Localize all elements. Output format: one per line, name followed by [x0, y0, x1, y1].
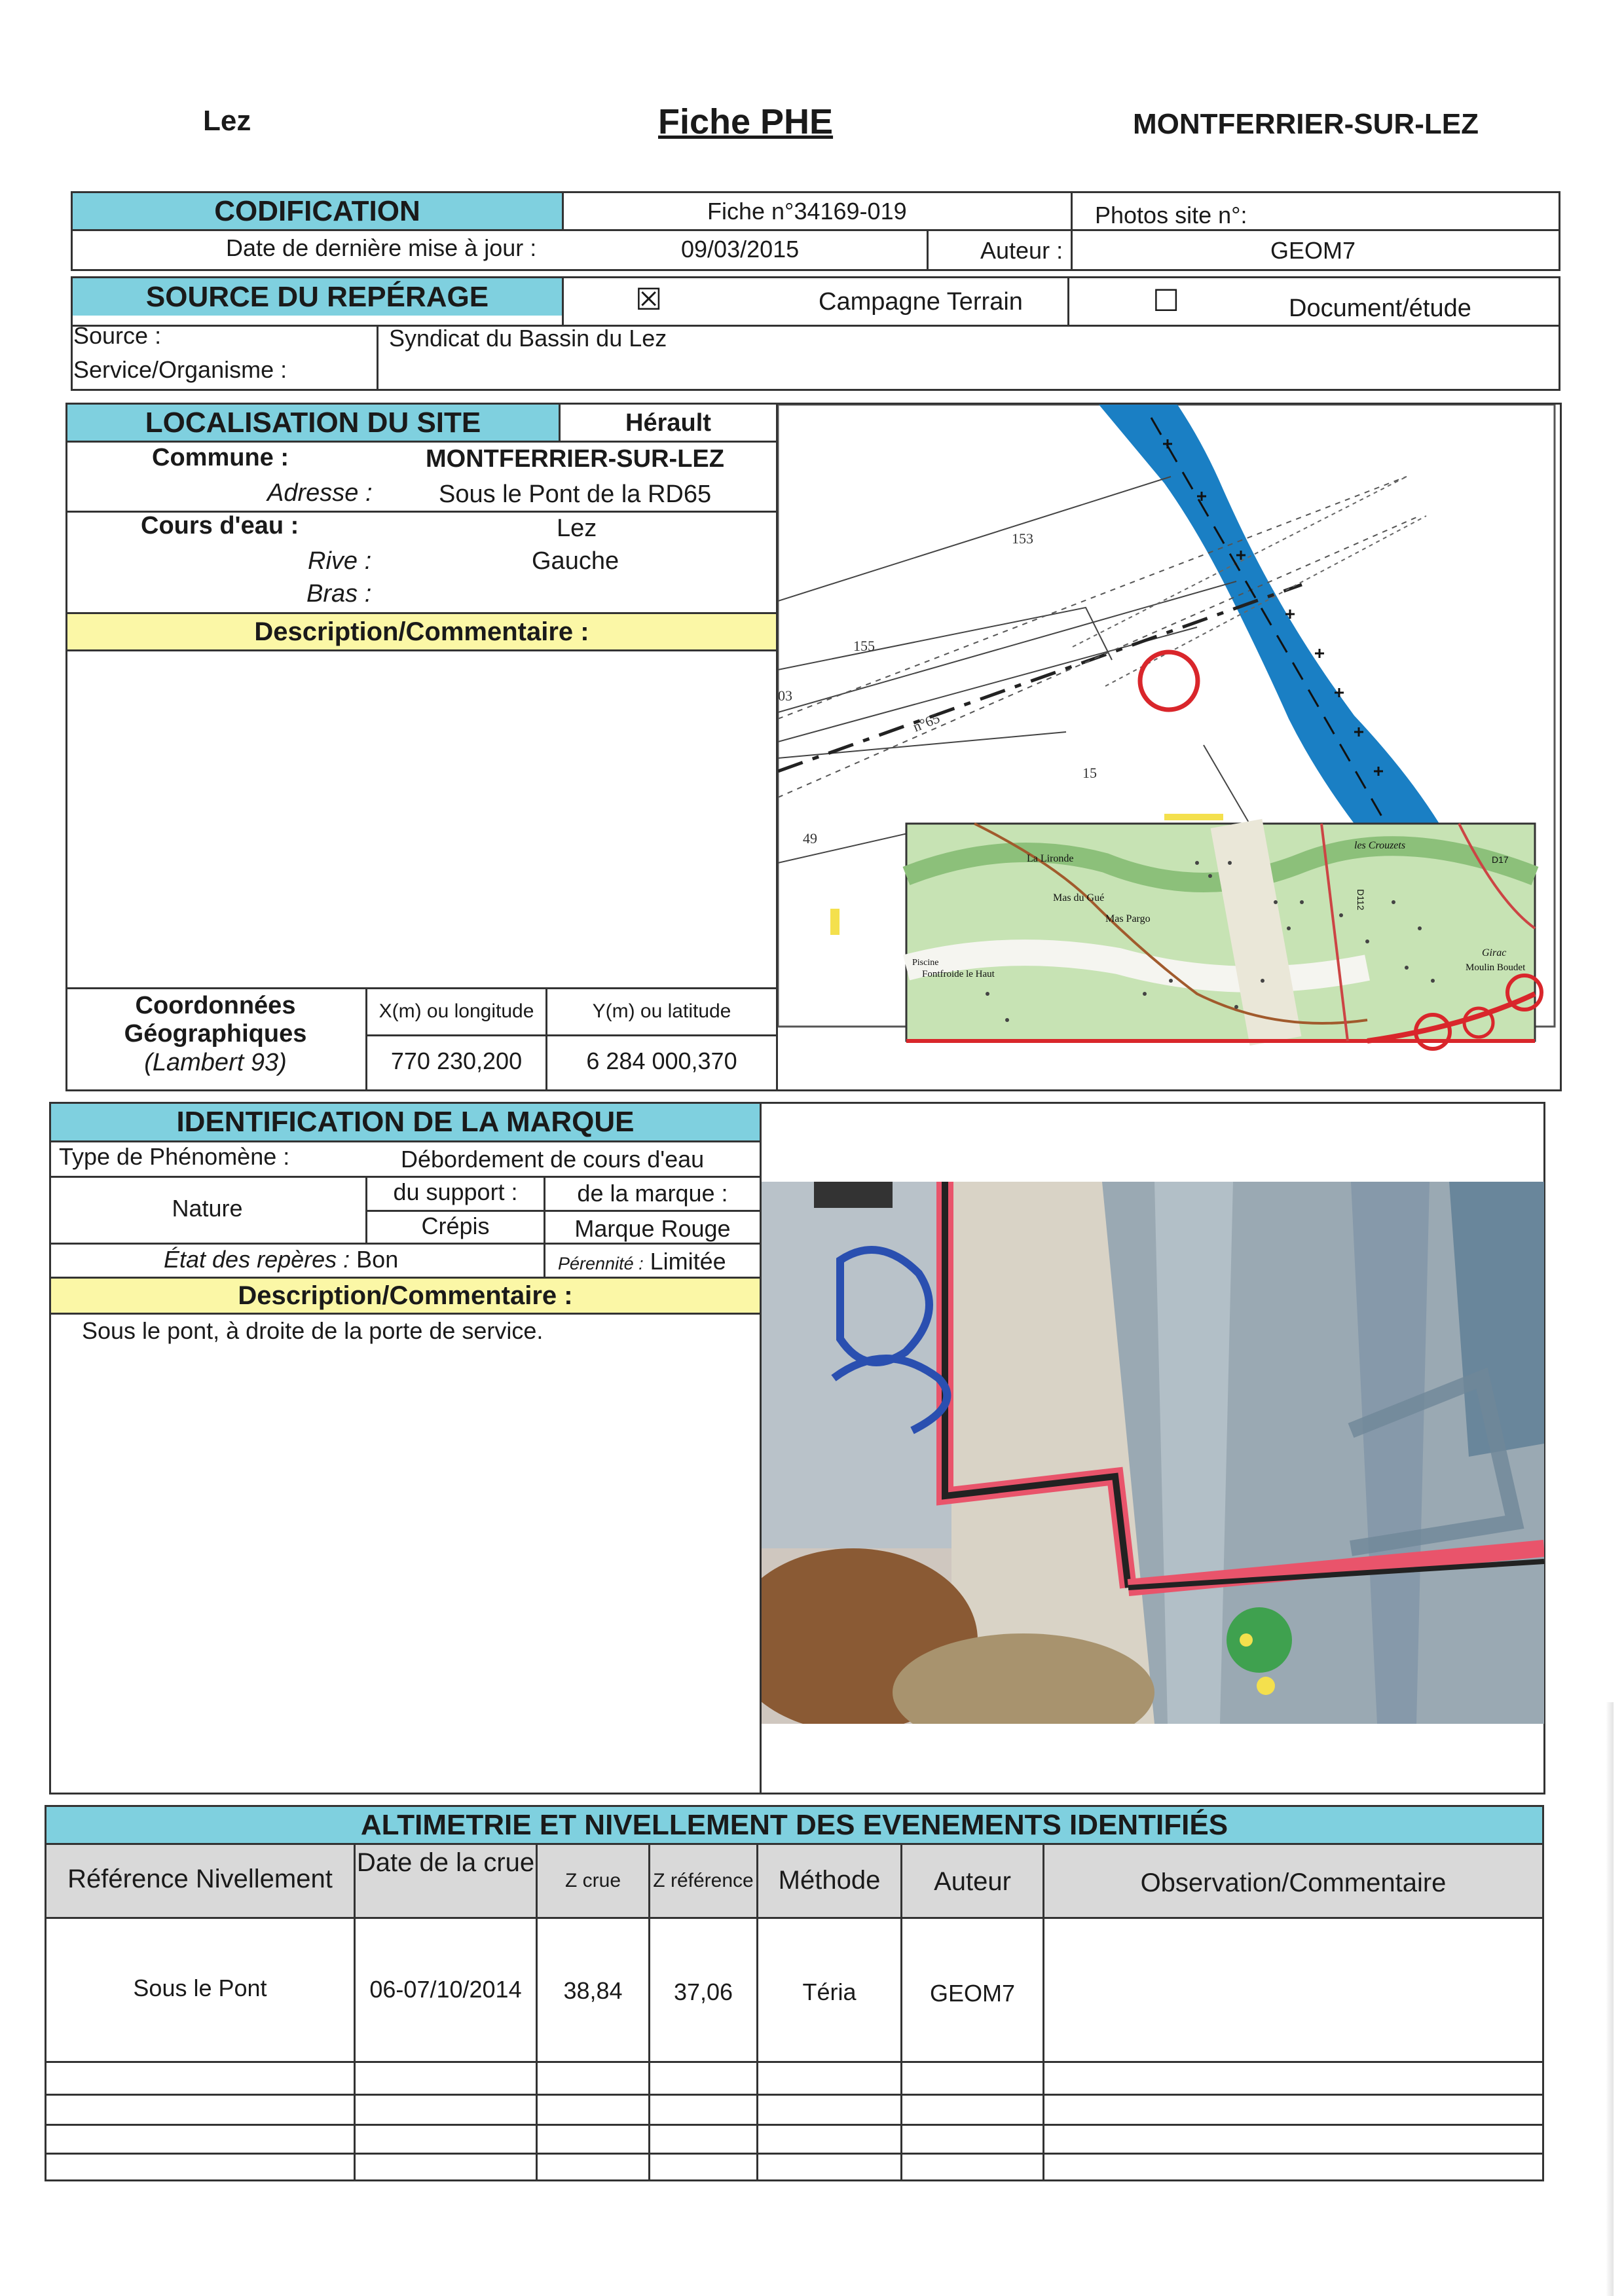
inset-la-lironde: La Lironde [1027, 853, 1074, 864]
river-name: Lez [203, 105, 251, 137]
site-map [778, 405, 1560, 1089]
marque-value: Marque Rouge [574, 1215, 731, 1242]
perennite-value: Limitée [650, 1248, 726, 1275]
col-reference: Référence Nivellement [67, 1865, 333, 1893]
photos-site-label: Photos site n°: [1095, 202, 1247, 228]
header-commune: MONTFERRIER-SUR-LEZ [1133, 108, 1479, 140]
page-title: Fiche PHE [658, 102, 834, 141]
localisation-header: LOCALISATION DU SITE [67, 405, 559, 441]
identification-description: Sous le pont, à droite de la porte de service. [82, 1317, 544, 1344]
col-date: Date de la crue [356, 1848, 535, 1877]
inset-piscine: Piscine [912, 958, 939, 968]
coord-label-3: (Lambert 93) [144, 1049, 287, 1076]
row-z-reference: 37,06 [673, 1978, 733, 2005]
parcel-03: 03 [778, 687, 792, 704]
inset-moulin-boudet: Moulin Boudet [1466, 962, 1526, 973]
etat-label: État des repères : [164, 1246, 350, 1273]
parcel-153: 153 [1012, 530, 1033, 547]
row-methode: Téria [802, 1978, 857, 2005]
perennite-label: Pérennité : [558, 1254, 644, 1273]
auteur-value: GEOM7 [1270, 237, 1356, 264]
inset-mas-pargo: Mas Pargo [1105, 913, 1151, 924]
source-value: Syndicat du Bassin du Lez [389, 325, 667, 352]
col-auteur: Auteur [934, 1867, 1011, 1896]
commune-label: Commune : [152, 444, 289, 471]
cadastral-map [778, 405, 1560, 1089]
document-checkbox[interactable]: ☐ [1153, 283, 1180, 318]
inset-les-crouzets: les Crouzets [1354, 840, 1406, 851]
cours-value: Lez [557, 515, 597, 542]
parcel-15: 15 [1082, 765, 1097, 781]
row-date: 06-07/10/2014 [369, 1976, 522, 2003]
localisation-description-header: Description/Commentaire : [67, 614, 776, 649]
x-label: X(m) ou longitude [378, 1000, 534, 1022]
auteur-label: Auteur : [980, 237, 1063, 264]
y-label: Y(m) ou latitude [592, 1000, 731, 1022]
marque-label: de la marque : [577, 1180, 728, 1207]
parcel-155: 155 [853, 638, 875, 654]
inset-d112: D112 [1356, 889, 1366, 911]
date-value: 09/03/2015 [681, 236, 800, 263]
col-methode: Méthode [778, 1866, 881, 1895]
inset-topo-map [906, 824, 1541, 1049]
identification-header: IDENTIFICATION DE LA MARQUE [51, 1104, 760, 1140]
nature-label: Nature [172, 1195, 243, 1222]
support-value: Crépis [421, 1212, 490, 1239]
coord-label-1: Coordonnées [135, 992, 296, 1019]
bras-label: Bras : [306, 580, 372, 608]
campagne-checkbox[interactable]: ☒ [635, 282, 663, 316]
col-z-crue: Z crue [564, 1870, 621, 1891]
scan-edge [1606, 1702, 1614, 2296]
rive-label: Rive : [308, 547, 372, 575]
row-reference: Sous le Pont [133, 1975, 267, 2001]
cours-label: Cours d'eau : [141, 512, 299, 539]
y-value: 6 284 000,370 [586, 1048, 737, 1074]
date-label: Date de dernière mise à jour : [226, 234, 537, 261]
adresse-value: Sous le Pont de la RD65 [439, 481, 712, 508]
inset-mas-du-gue: Mas du Gué [1053, 892, 1105, 903]
fiche-number: Fiche n°34169-019 [707, 198, 907, 225]
road-label: n°65 [910, 709, 942, 735]
etat-row [164, 1246, 398, 1273]
departement: Hérault [625, 409, 711, 437]
mark-photo [762, 1182, 1544, 1724]
x-value: 770 230,200 [390, 1048, 523, 1074]
commune-value: MONTFERRIER-SUR-LEZ [426, 445, 724, 473]
etat-value: Bon [356, 1246, 399, 1273]
service-label: Service/Organisme : [73, 356, 287, 383]
parcel-49: 49 [803, 830, 817, 847]
inset-d17: D17 [1492, 854, 1509, 865]
codification-header: CODIFICATION [73, 193, 562, 229]
source-label: Source : [73, 322, 162, 349]
inset-fontfroide: Fontfroide le Haut [922, 969, 995, 979]
perennite-row [558, 1248, 726, 1275]
altimetrie-header: ALTIMETRIE ET NIVELLEMENT DES EVENEMENTS IDENTIFIÉS [46, 1807, 1542, 1843]
type-label: Type de Phénomène : [59, 1143, 290, 1170]
support-label: du support : [393, 1178, 518, 1205]
source-header: SOURCE DU REPÉRAGE [73, 278, 562, 316]
rive-value: Gauche [532, 547, 619, 575]
campagne-label: Campagne Terrain [819, 288, 1023, 316]
adresse-label: Adresse : [267, 479, 373, 507]
document-label: Document/étude [1289, 295, 1471, 322]
col-observation: Observation/Commentaire [1140, 1868, 1447, 1897]
row-z-crue: 38,84 [563, 1977, 623, 2004]
coord-label-2: Géographiques [124, 1020, 307, 1048]
identification-description-header: Description/Commentaire : [51, 1279, 760, 1313]
inset-girac: Girac [1482, 947, 1507, 958]
type-value: Débordement de cours d'eau [401, 1146, 705, 1173]
row-auteur: GEOM7 [929, 1980, 1016, 2007]
col-z-reference: Z référence [653, 1870, 754, 1891]
